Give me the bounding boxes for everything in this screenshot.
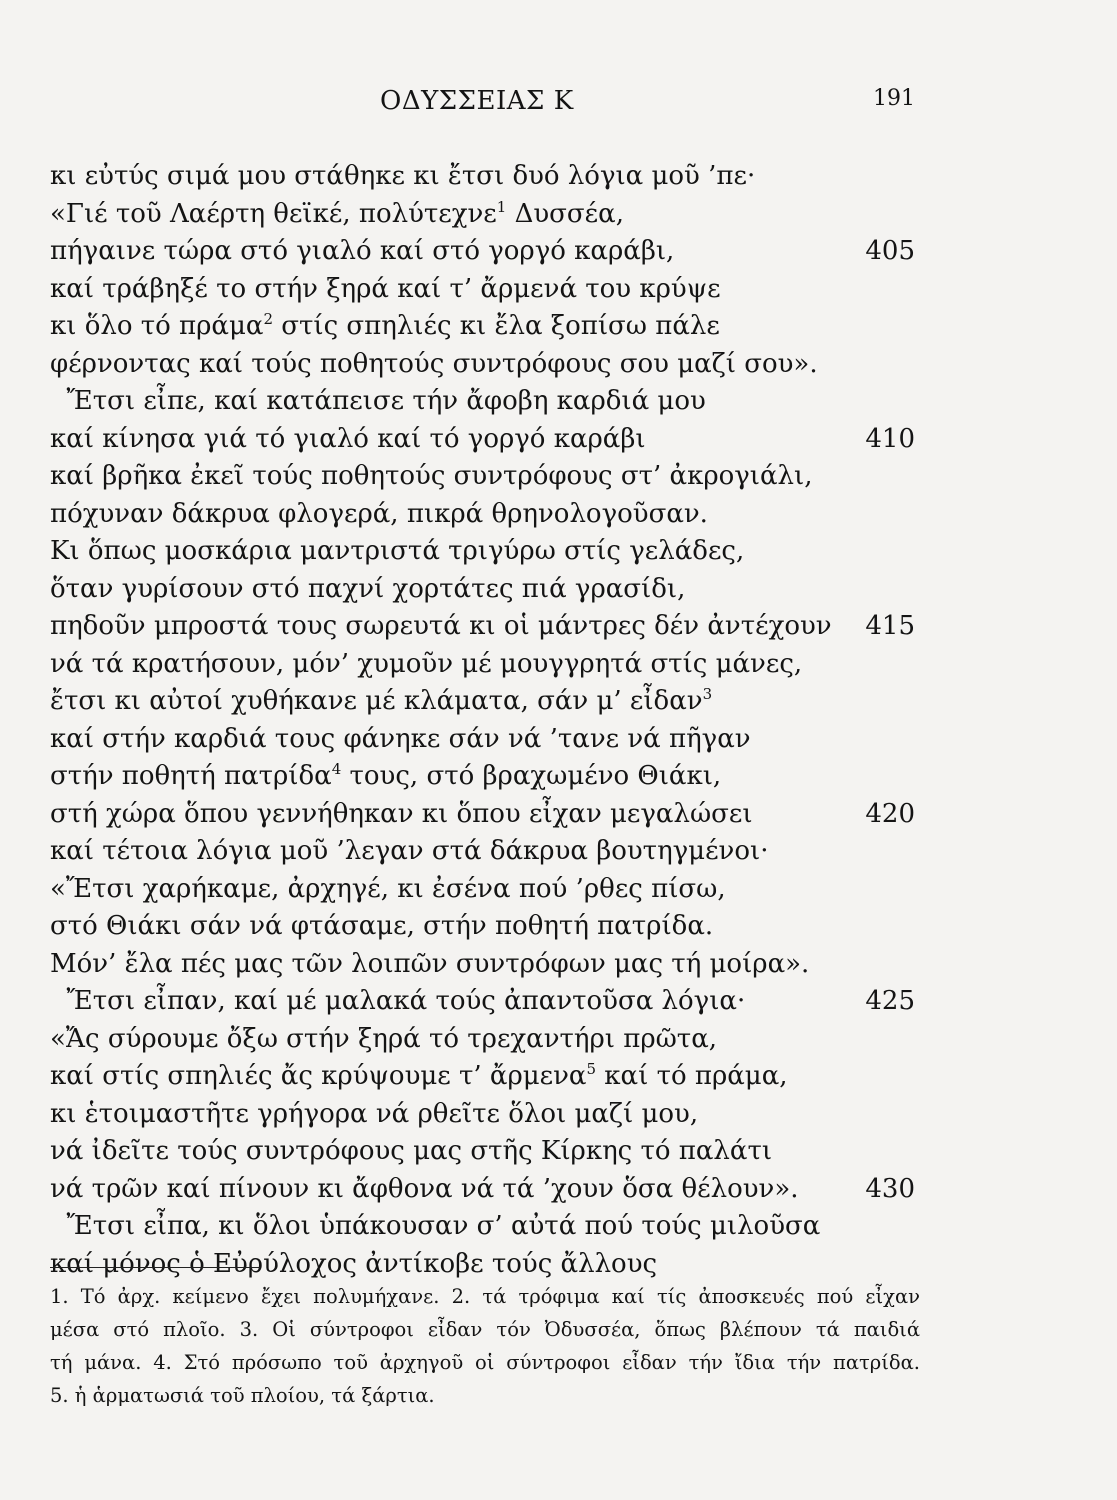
footnote-marker: 1 bbox=[496, 197, 507, 216]
verse-line bbox=[50, 1246, 915, 1284]
verse-text bbox=[50, 1099, 698, 1129]
verse-text bbox=[50, 686, 712, 716]
footnote-line: μέσα στό πλοῖο. 3. Οἱ σύντροφοι εἶδαν τόν Ὀδυσσέα, ὅπως βλέπουν τά παιδιά bbox=[50, 1318, 920, 1341]
verse-line bbox=[50, 833, 915, 871]
verse-line bbox=[50, 571, 915, 609]
verse-line bbox=[50, 196, 915, 234]
verse-fragment: καί τό πράμα, bbox=[596, 1061, 788, 1091]
verse-fragment: κι ἑτοιμαστῆτε γρήγορα νά ρθεῖτε ὅλοι μαζί μου, bbox=[50, 1098, 699, 1129]
verse-line bbox=[50, 233, 915, 271]
verse-line bbox=[50, 1171, 915, 1209]
verse-text bbox=[50, 1211, 820, 1241]
footnote-marker: 5 bbox=[586, 1060, 597, 1078]
verse-line bbox=[50, 1096, 915, 1134]
verse-fragment: κι εὐτύς σιμά μου στάθηκε κι ἔτσι δυό λόγια μοῦ ’πε· bbox=[50, 161, 756, 191]
footnote-line: 1. Τό ἀρχ. κείμενο ἔχει πολυμήχανε. 2. τά τρόφιμα καί τίς ἀποσκευές πού εἶχαν bbox=[50, 1285, 920, 1308]
verse-fragment: νά ἰδεῖτε τούς συντρόφους μας στῆς Κίρκης τό παλάτι bbox=[50, 1136, 773, 1166]
verse-fragment: «Γιέ τοῦ Λαέρτη θεϊκέ, πολύτεχνε bbox=[50, 198, 497, 229]
verse-text bbox=[50, 649, 802, 679]
verse-line bbox=[50, 758, 915, 796]
verse-text bbox=[50, 799, 753, 829]
verse-text bbox=[50, 761, 721, 791]
verse-text bbox=[50, 274, 721, 304]
footnote-line: τή μάνα. 4. Στό πρόσωπο τοῦ ἀρχηγοῦ οἱ σύντροφοι εἶδαν τήν ἴδια τήν πατρίδα. bbox=[50, 1351, 920, 1374]
verse-fragment: Κι ὅπως μοσκάρια μαντριστά τριγύρω στίς γελάδες, bbox=[50, 536, 745, 566]
verse-fragment: πόχυναν δάκρυα φλογερά, πικρά θρηνολογοῦσαν. bbox=[50, 498, 708, 529]
verse-fragment: στήν ποθητή πατρίδα bbox=[50, 761, 332, 791]
verse-text bbox=[50, 461, 812, 491]
verse-line bbox=[50, 871, 915, 909]
verse-text bbox=[50, 199, 624, 229]
verse-fragment: φέρνοντας καί τούς ποθητούς συντρόφους σου μαζί σου». bbox=[50, 348, 818, 379]
verse-fragment: καί τράβηξέ το στήν ξηρά καί τ’ ἄρμενά του κρύψε bbox=[50, 273, 721, 304]
verse-fragment: καί τέτοια λόγια μοῦ ’λεγαν στά δάκρυα βουτηγμένοι· bbox=[50, 836, 769, 866]
line-number: 430 bbox=[865, 1173, 915, 1204]
footnote-divider bbox=[50, 1267, 260, 1268]
verse-text bbox=[50, 574, 685, 604]
verse-text bbox=[50, 311, 720, 341]
verse-text bbox=[50, 499, 708, 529]
verse-line bbox=[50, 1208, 915, 1246]
verse-fragment: στή χώρα ὅπου γεννήθηκαν κι ὅπου εἶχαν μεγαλώσει bbox=[50, 798, 753, 829]
verse-fragment: στίς σπηλιές κι ἔλα ξοπίσω πάλε bbox=[273, 311, 720, 341]
verse-fragment: καί κίνησα γιά τό γιαλό καί τό γοργό καράβι bbox=[50, 423, 646, 454]
verse-fragment: «Ἄς σύρουμε ὄξω στήν ξηρά τό τρεχαντήρι πρῶτα, bbox=[50, 1023, 718, 1054]
running-header-title: ΟΔΥΣΣΕΙΑΣ Κ bbox=[380, 86, 574, 116]
verse-line bbox=[50, 983, 915, 1021]
verse-text bbox=[50, 724, 751, 754]
verse-text bbox=[50, 386, 706, 416]
verse-line bbox=[50, 308, 915, 346]
verse-line bbox=[50, 608, 915, 646]
verse-text bbox=[50, 911, 713, 941]
verse-text bbox=[50, 1136, 772, 1166]
poem-text bbox=[50, 158, 915, 1283]
verse-line bbox=[50, 683, 915, 721]
footnote-line: 5. ἡ ἁρματωσιά τοῦ πλοίου, τά ξάρτια. bbox=[50, 1384, 435, 1407]
verse-fragment: νά τά κρατήσουν, μόν’ χυμοῦν μέ μουγγρητά στίς μάνες, bbox=[50, 648, 803, 679]
verse-fragment: κι ὅλο τό πράμα bbox=[50, 311, 264, 341]
verse-text bbox=[50, 236, 674, 266]
verse-text bbox=[50, 611, 832, 641]
verse-line bbox=[50, 458, 915, 496]
verse-fragment: ὅταν γυρίσουν στό παχνί χορτάτες πιά γρασίδι, bbox=[50, 573, 686, 604]
verse-text bbox=[50, 986, 745, 1016]
verse-line bbox=[50, 946, 915, 984]
verse-text bbox=[50, 874, 726, 904]
verse-text bbox=[50, 1249, 657, 1279]
verse-text bbox=[50, 349, 818, 379]
verse-text bbox=[50, 1174, 799, 1204]
verse-line bbox=[50, 1133, 915, 1171]
verse-fragment: νά τρῶν καί πίνουν κι ἄφθονα νά τά ’χουν ὅσα θέλουν». bbox=[50, 1173, 799, 1204]
verse-fragment: Δυσσέα, bbox=[506, 198, 624, 229]
line-number: 420 bbox=[865, 798, 915, 829]
verse-line bbox=[50, 271, 915, 309]
verse-line bbox=[50, 421, 915, 459]
verse-text bbox=[50, 836, 768, 866]
verse-line bbox=[50, 158, 915, 196]
line-number: 425 bbox=[865, 986, 915, 1016]
line-number: 415 bbox=[865, 611, 915, 641]
verse-fragment: ἔτσι κι αὐτοί χυθήκανε μέ κλάματα, σάν μ’ εἶδαν bbox=[50, 686, 703, 716]
footnote-marker: 4 bbox=[331, 760, 342, 778]
footnote-marker: 2 bbox=[263, 310, 273, 328]
verse-fragment: καί στήν καρδιά τους φάνηκε σάν νά ’τανε νά πῆγαν bbox=[50, 723, 751, 754]
verse-line bbox=[50, 796, 915, 834]
verse-text bbox=[50, 949, 809, 979]
page-number: 191 bbox=[873, 86, 915, 111]
verse-line bbox=[50, 1021, 915, 1059]
footnotes bbox=[50, 1280, 920, 1412]
verse-fragment: Ἔτσι εἶπαν, καί μέ μαλακά τούς ἀπαντοῦσα λόγια· bbox=[50, 986, 746, 1016]
verse-text bbox=[50, 161, 755, 191]
verse-line bbox=[50, 496, 915, 534]
verse-fragment: Ἔτσι εἶπα, κι ὅλοι ὑπάκουσαν σ’ αὐτά πού τούς μιλοῦσα bbox=[50, 1211, 821, 1241]
footnote-marker: 3 bbox=[702, 685, 713, 703]
verse-fragment: πήγαινε τώρα στό γιαλό καί στό γοργό καράβι, bbox=[50, 236, 675, 266]
verse-line bbox=[50, 346, 915, 384]
verse-fragment: καί βρῆκα ἐκεῖ τούς ποθητούς συντρόφους στ’ ἀκρογιάλι, bbox=[50, 461, 813, 491]
verse-line bbox=[50, 383, 915, 421]
line-number: 410 bbox=[865, 423, 915, 454]
verse-fragment: πηδοῦν μπροστά τους σωρευτά κι οἱ μάντρες δέν ἀντέχουν bbox=[50, 611, 832, 641]
verse-text bbox=[50, 424, 646, 454]
verse-fragment: Ἔτσι εἶπε, καί κατάπεισε τήν ἄφοβη καρδιά μου bbox=[50, 386, 706, 416]
verse-line bbox=[50, 646, 915, 684]
verse-fragment: «Ἔτσι χαρήκαμε, ἀρχηγέ, κι ἐσένα πού ’ρθες πίσω, bbox=[50, 873, 726, 904]
verse-line bbox=[50, 1058, 915, 1096]
verse-fragment: Μόν’ ἔλα πές μας τῶν λοιπῶν συντρόφων μας τή μοίρα». bbox=[50, 948, 810, 979]
verse-line bbox=[50, 908, 915, 946]
verse-fragment: στό Θιάκι σάν νά φτάσαμε, στήν ποθητή πατρίδα. bbox=[50, 911, 714, 941]
verse-fragment: καί μόνος ὁ Εὐρύλοχος ἀντίκοβε τούς ἄλλους bbox=[50, 1248, 658, 1279]
verse-text bbox=[50, 536, 744, 566]
verse-text bbox=[50, 1024, 717, 1054]
verse-text bbox=[50, 1061, 788, 1091]
verse-line bbox=[50, 533, 915, 571]
line-number: 405 bbox=[865, 236, 915, 266]
verse-line bbox=[50, 721, 915, 759]
verse-fragment: τους, στό βραχωμένο Θιάκι, bbox=[341, 761, 722, 791]
verse-fragment: καί στίς σπηλιές ἄς κρύψουμε τ’ ἄρμενα bbox=[50, 1061, 587, 1091]
